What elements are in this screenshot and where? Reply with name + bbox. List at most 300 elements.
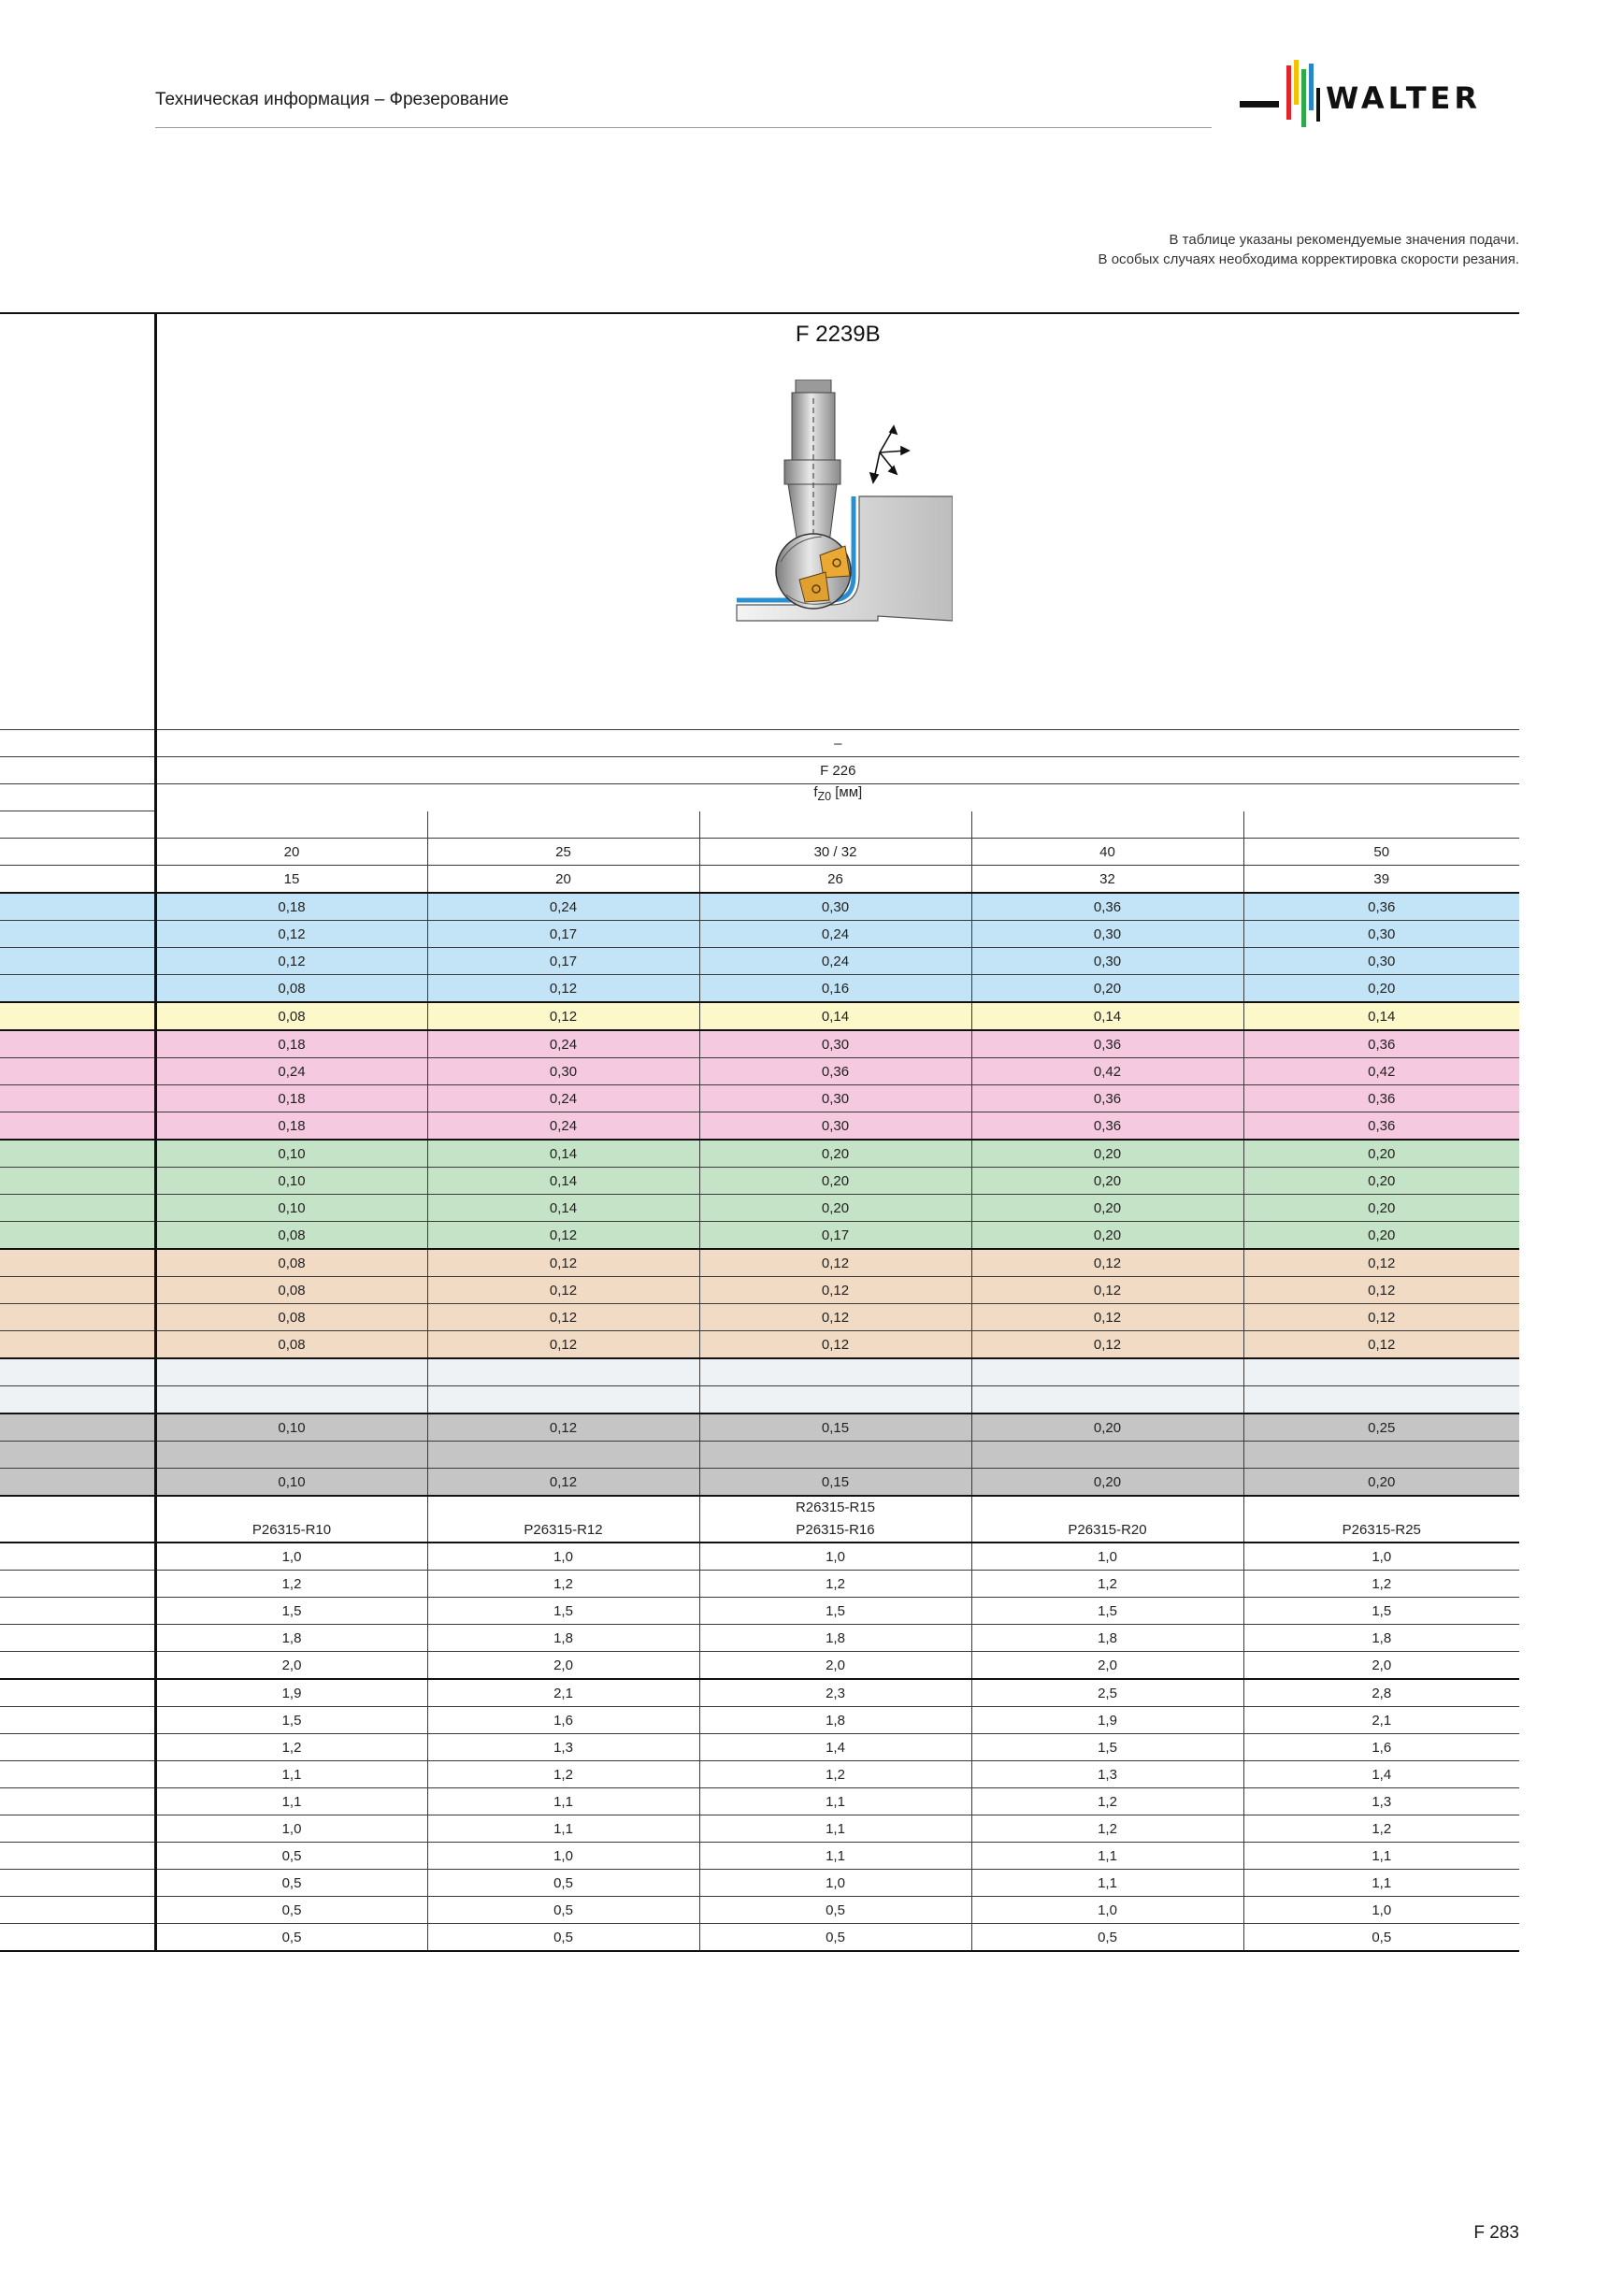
fz-symbol: f <box>813 784 818 800</box>
label-cell <box>0 1304 155 1331</box>
value-cell: 0,12 <box>971 1277 1243 1304</box>
value-cell: 0,08 <box>155 1222 427 1250</box>
insert-cell <box>971 1496 1243 1543</box>
factor-row <box>0 1571 1519 1598</box>
value-cell: 20 <box>155 839 427 866</box>
value-cell: 1,8 <box>699 1707 971 1734</box>
value-cell: 0,24 <box>155 1058 427 1085</box>
value-cell: 0,24 <box>427 1085 699 1112</box>
value-cell: 2,0 <box>427 1652 699 1680</box>
value-cell <box>699 1358 971 1386</box>
value-cell: 0,10 <box>155 1469 427 1497</box>
value-cell: 0,14 <box>699 1002 971 1030</box>
value-cell: 0,08 <box>155 1249 427 1277</box>
value-cell <box>1243 1442 1519 1469</box>
insert-cell <box>155 1496 427 1543</box>
value-cell: 30 / 32 <box>699 839 971 866</box>
value-cell <box>155 1442 427 1469</box>
factor-row <box>0 1897 1519 1924</box>
feed-row <box>0 1030 1519 1058</box>
value-cell: 0,10 <box>155 1168 427 1195</box>
value-cell: 1,5 <box>155 1598 427 1625</box>
value-cell: 0,36 <box>971 893 1243 921</box>
feed-row <box>0 975 1519 1003</box>
label-cell <box>0 893 155 921</box>
value-cell: 1,1 <box>427 1815 699 1843</box>
value-cell: 1,8 <box>427 1625 699 1652</box>
factor-row <box>0 1707 1519 1734</box>
label-cell <box>0 1386 155 1414</box>
value-cell <box>427 1358 699 1386</box>
feed-row <box>0 1249 1519 1277</box>
value-cell: 1,0 <box>1243 1897 1519 1924</box>
label-cell <box>0 1195 155 1222</box>
value-cell: 0,12 <box>1243 1249 1519 1277</box>
label-cell <box>0 948 155 975</box>
label-cell <box>0 1870 155 1897</box>
value-cell: 0,14 <box>427 1168 699 1195</box>
tool-name: F 2239B <box>795 322 881 347</box>
value-cell <box>1243 1386 1519 1414</box>
value-cell: 0,10 <box>155 1195 427 1222</box>
feed-note <box>1099 230 1519 269</box>
value-cell: 0,20 <box>1243 1140 1519 1168</box>
empty-cell <box>971 811 1243 839</box>
value-cell: 0,20 <box>699 1168 971 1195</box>
value-cell: 0,20 <box>1243 1195 1519 1222</box>
label-cell <box>0 975 155 1003</box>
diameter-row <box>0 839 1519 866</box>
label-cell <box>0 1625 155 1652</box>
value-cell: 1,1 <box>699 1815 971 1843</box>
label-cell <box>0 921 155 948</box>
value-cell: 0,20 <box>699 1195 971 1222</box>
value-cell: 1,2 <box>427 1571 699 1598</box>
value-cell: 0,10 <box>155 1140 427 1168</box>
tool-header-cell <box>155 313 1519 730</box>
value-cell: 2,0 <box>1243 1652 1519 1680</box>
value-cell: 1,5 <box>155 1707 427 1734</box>
value-cell: 1,3 <box>1243 1788 1519 1815</box>
section-title: Техническая информация – Фрезерование <box>155 90 510 109</box>
value-cell: 0,20 <box>971 1140 1243 1168</box>
value-cell: 0,36 <box>1243 893 1519 921</box>
feed-row <box>0 1002 1519 1030</box>
value-cell: 0,20 <box>699 1140 971 1168</box>
label-cell <box>0 1734 155 1761</box>
value-cell: 0,30 <box>699 1030 971 1058</box>
feed-row <box>0 893 1519 921</box>
value-cell: 0,10 <box>155 1413 427 1442</box>
value-cell: 0,36 <box>1243 1112 1519 1141</box>
label-cell <box>0 811 155 839</box>
empty-cell <box>427 811 699 839</box>
value-cell: 1,0 <box>1243 1543 1519 1571</box>
label-cell <box>0 1112 155 1141</box>
value-cell <box>971 1358 1243 1386</box>
dash-cell: – <box>155 730 1519 757</box>
fz-row <box>0 784 1519 811</box>
value-cell: 1,5 <box>971 1598 1243 1625</box>
value-cell: 0,08 <box>155 975 427 1003</box>
value-cell: 2,0 <box>971 1652 1243 1680</box>
value-cell: 0,17 <box>427 948 699 975</box>
value-cell: 1,1 <box>971 1870 1243 1897</box>
value-cell: 0,14 <box>427 1195 699 1222</box>
value-cell: 0,12 <box>1243 1304 1519 1331</box>
value-cell: 20 <box>427 866 699 894</box>
value-cell: 0,20 <box>971 1195 1243 1222</box>
value-cell: 1,2 <box>699 1761 971 1788</box>
value-cell: 0,18 <box>155 1085 427 1112</box>
insert-code: P26315-R10 <box>251 1522 332 1538</box>
fz-label-cell <box>155 784 1519 811</box>
value-cell: 0,30 <box>1243 948 1519 975</box>
value-cell: 0,12 <box>427 1331 699 1359</box>
value-cell: 1,2 <box>155 1734 427 1761</box>
label-cell <box>0 784 155 811</box>
value-cell: 0,5 <box>427 1924 699 1952</box>
value-cell: 0,42 <box>1243 1058 1519 1085</box>
value-cell: 1,1 <box>699 1788 971 1815</box>
label-cell <box>0 1815 155 1843</box>
label-cell <box>0 1442 155 1469</box>
feed-row <box>0 1222 1519 1250</box>
value-cell: 1,8 <box>699 1625 971 1652</box>
value-cell: 0,12 <box>699 1304 971 1331</box>
value-cell: 1,0 <box>699 1870 971 1897</box>
label-cell <box>0 1222 155 1250</box>
value-cell: 0,12 <box>971 1304 1243 1331</box>
value-cell: 0,30 <box>1243 921 1519 948</box>
value-cell: 0,12 <box>699 1249 971 1277</box>
feed-row <box>0 1442 1519 1469</box>
feed-row <box>0 921 1519 948</box>
value-cell: 0,5 <box>155 1897 427 1924</box>
label-cell <box>0 1002 155 1030</box>
value-cell: 0,12 <box>699 1331 971 1359</box>
label-cell <box>0 1168 155 1195</box>
value-cell: 1,0 <box>155 1543 427 1571</box>
value-cell: 1,9 <box>971 1707 1243 1734</box>
empty-header-row <box>0 811 1519 839</box>
value-cell: 0,08 <box>155 1277 427 1304</box>
empty-cell <box>699 811 971 839</box>
value-cell: 1,2 <box>699 1571 971 1598</box>
value-cell: 1,0 <box>155 1815 427 1843</box>
value-cell: 0,5 <box>427 1870 699 1897</box>
value-cell: 0,12 <box>427 1304 699 1331</box>
insert-cell <box>699 1496 971 1543</box>
note-line-1: В таблице указаны рекомендуемые значения подачи. <box>1169 232 1519 248</box>
insert-code: P26315-R12 <box>524 1522 603 1538</box>
value-cell: 0,36 <box>1243 1030 1519 1058</box>
feed-row <box>0 1140 1519 1168</box>
dash-row <box>0 730 1519 757</box>
feed-row <box>0 1358 1519 1386</box>
insert-code: P26315-R16 <box>796 1522 875 1538</box>
f226-row <box>0 757 1519 784</box>
value-cell: 0,36 <box>699 1058 971 1085</box>
value-cell: 0,12 <box>427 1469 699 1497</box>
value-cell: 50 <box>1243 839 1519 866</box>
value-cell: 0,12 <box>427 1222 699 1250</box>
insert-row <box>0 1496 1519 1543</box>
value-cell: 0,36 <box>971 1112 1243 1141</box>
label-cell <box>0 1843 155 1870</box>
factor-row <box>0 1761 1519 1788</box>
insert-cell <box>1243 1496 1519 1543</box>
factor-row <box>0 1598 1519 1625</box>
value-cell: 0,18 <box>155 1112 427 1141</box>
value-cell: 0,18 <box>155 1030 427 1058</box>
value-cell: 0,12 <box>427 1277 699 1304</box>
value-cell: 32 <box>971 866 1243 894</box>
value-cell: 0,16 <box>699 975 971 1003</box>
value-cell: 0,08 <box>155 1331 427 1359</box>
f226-cell: F 226 <box>155 757 1519 784</box>
value-cell: 0,12 <box>971 1249 1243 1277</box>
value-cell <box>971 1386 1243 1414</box>
value-cell: 2,1 <box>1243 1707 1519 1734</box>
label-cell <box>0 1598 155 1625</box>
label-cell <box>0 1652 155 1680</box>
value-cell: 1,9 <box>155 1679 427 1707</box>
value-cell: 0,24 <box>427 1112 699 1141</box>
value-cell: 1,5 <box>427 1598 699 1625</box>
note-line-2: В особых случаях необходима корректировка скорости резания. <box>1098 251 1519 267</box>
factor-row <box>0 1843 1519 1870</box>
feed-row <box>0 1058 1519 1085</box>
value-cell: 0,30 <box>971 948 1243 975</box>
value-cell: 1,2 <box>155 1571 427 1598</box>
label-cell <box>0 1140 155 1168</box>
value-cell: 0,36 <box>971 1085 1243 1112</box>
label-cell <box>0 1707 155 1734</box>
label-cell <box>0 866 155 894</box>
label-cell <box>0 1571 155 1598</box>
value-cell: 0,5 <box>155 1843 427 1870</box>
factor-row <box>0 1625 1519 1652</box>
value-cell <box>155 1386 427 1414</box>
label-cell <box>0 1897 155 1924</box>
ball-nose-cutter-drawing <box>719 380 953 679</box>
value-cell: 1,0 <box>427 1543 699 1571</box>
value-cell: 1,8 <box>155 1625 427 1652</box>
value-cell: 1,5 <box>971 1734 1243 1761</box>
value-cell: 1,2 <box>971 1788 1243 1815</box>
value-cell: 2,8 <box>1243 1679 1519 1707</box>
value-cell: 15 <box>155 866 427 894</box>
insert-code: P26315-R20 <box>1068 1522 1147 1538</box>
factor-row <box>0 1870 1519 1897</box>
factor-row <box>0 1788 1519 1815</box>
label-cell <box>0 1788 155 1815</box>
value-cell: 0,12 <box>427 1002 699 1030</box>
value-cell: 0,15 <box>699 1469 971 1497</box>
feed-row <box>0 1413 1519 1442</box>
value-cell: 0,08 <box>155 1304 427 1331</box>
value-cell: 2,1 <box>427 1679 699 1707</box>
factor-row <box>0 1679 1519 1707</box>
value-cell <box>427 1442 699 1469</box>
feed-row <box>0 1168 1519 1195</box>
value-cell: 2,5 <box>971 1679 1243 1707</box>
value-cell: 40 <box>971 839 1243 866</box>
value-cell: 1,2 <box>971 1815 1243 1843</box>
value-cell: 0,18 <box>155 893 427 921</box>
value-cell: 1,6 <box>1243 1734 1519 1761</box>
value-cell: 0,5 <box>427 1897 699 1924</box>
value-cell: 2,0 <box>699 1652 971 1680</box>
feed-row <box>0 1112 1519 1141</box>
value-cell <box>971 1442 1243 1469</box>
label-cell <box>0 1469 155 1497</box>
label-cell <box>0 1496 155 1543</box>
value-cell: 0,12 <box>427 1413 699 1442</box>
empty-cell <box>1243 811 1519 839</box>
svg-text:WALTER: WALTER <box>1326 80 1482 116</box>
value-cell: 0,30 <box>427 1058 699 1085</box>
second-row <box>0 866 1519 894</box>
value-cell: 0,12 <box>1243 1277 1519 1304</box>
value-cell <box>699 1442 971 1469</box>
value-cell: 0,08 <box>155 1002 427 1030</box>
label-cell <box>0 1085 155 1112</box>
value-cell: 0,5 <box>699 1897 971 1924</box>
value-cell: 0,5 <box>699 1924 971 1952</box>
label-cell <box>0 1413 155 1442</box>
feed-table <box>0 312 1519 1952</box>
value-cell: 1,8 <box>1243 1625 1519 1652</box>
value-cell: 1,0 <box>971 1897 1243 1924</box>
value-cell: 0,14 <box>1243 1002 1519 1030</box>
label-column <box>0 313 155 730</box>
value-cell: 0,12 <box>155 921 427 948</box>
value-cell: 1,2 <box>971 1571 1243 1598</box>
label-cell <box>0 1358 155 1386</box>
value-cell: 0,36 <box>1243 1085 1519 1112</box>
value-cell <box>427 1386 699 1414</box>
factor-row <box>0 1543 1519 1571</box>
value-cell: 1,4 <box>699 1734 971 1761</box>
label-cell <box>0 1543 155 1571</box>
walter-logo <box>1240 60 1520 135</box>
value-cell: 0,20 <box>1243 1222 1519 1250</box>
feed-row <box>0 948 1519 975</box>
value-cell: 0,20 <box>1243 1168 1519 1195</box>
feed-row <box>0 1277 1519 1304</box>
value-cell: 0,36 <box>971 1030 1243 1058</box>
value-cell: 0,12 <box>155 948 427 975</box>
value-cell: 1,4 <box>1243 1761 1519 1788</box>
value-cell: 0,20 <box>971 1413 1243 1442</box>
value-cell <box>699 1386 971 1414</box>
value-cell: 26 <box>699 866 971 894</box>
value-cell: 0,20 <box>971 1168 1243 1195</box>
value-cell: 0,14 <box>971 1002 1243 1030</box>
value-cell: 0,17 <box>427 921 699 948</box>
value-cell: 1,2 <box>427 1761 699 1788</box>
insert-cell <box>427 1496 699 1543</box>
value-cell: 1,1 <box>155 1761 427 1788</box>
empty-cell <box>155 811 427 839</box>
label-cell <box>0 1761 155 1788</box>
label-cell <box>0 1277 155 1304</box>
value-cell: 0,30 <box>971 921 1243 948</box>
value-cell: 1,3 <box>971 1761 1243 1788</box>
header-rule <box>155 127 1212 128</box>
value-cell: 0,5 <box>155 1924 427 1952</box>
value-cell: 0,24 <box>427 893 699 921</box>
value-cell: 0,12 <box>699 1277 971 1304</box>
label-cell <box>0 757 155 784</box>
value-cell: 0,20 <box>971 1469 1243 1497</box>
value-cell: 1,0 <box>699 1543 971 1571</box>
value-cell: 2,3 <box>699 1679 971 1707</box>
factor-row <box>0 1924 1519 1952</box>
value-cell: 0,15 <box>699 1413 971 1442</box>
label-cell <box>0 1679 155 1707</box>
value-cell: 1,6 <box>427 1707 699 1734</box>
fz-subscript: Z0 <box>817 790 832 803</box>
value-cell: 1,0 <box>971 1543 1243 1571</box>
value-cell: 1,3 <box>427 1734 699 1761</box>
value-cell: 1,1 <box>971 1843 1243 1870</box>
value-cell <box>1243 1358 1519 1386</box>
factor-row <box>0 1652 1519 1680</box>
value-cell: 1,5 <box>699 1598 971 1625</box>
label-cell <box>0 839 155 866</box>
value-cell: 1,0 <box>427 1843 699 1870</box>
value-cell: 0,24 <box>427 1030 699 1058</box>
value-cell: 0,30 <box>699 1112 971 1141</box>
value-cell: 1,5 <box>1243 1598 1519 1625</box>
page-number: F 283 <box>1473 2223 1519 2243</box>
value-cell: 0,12 <box>427 1249 699 1277</box>
value-cell: 0,5 <box>971 1924 1243 1952</box>
value-cell: 0,5 <box>155 1870 427 1897</box>
value-cell: 25 <box>427 839 699 866</box>
value-cell: 0,24 <box>699 921 971 948</box>
feed-row <box>0 1195 1519 1222</box>
feed-row <box>0 1304 1519 1331</box>
feed-row <box>0 1386 1519 1414</box>
value-cell: 0,20 <box>971 1222 1243 1250</box>
value-cell: 1,8 <box>971 1625 1243 1652</box>
value-cell: 0,30 <box>699 893 971 921</box>
value-cell: 0,14 <box>427 1140 699 1168</box>
feed-row <box>0 1469 1519 1497</box>
label-cell <box>0 1331 155 1359</box>
label-cell <box>0 1058 155 1085</box>
value-cell: 1,2 <box>1243 1571 1519 1598</box>
value-cell <box>155 1358 427 1386</box>
value-cell: 0,20 <box>971 975 1243 1003</box>
value-cell: 0,12 <box>427 975 699 1003</box>
value-cell: 0,12 <box>1243 1331 1519 1359</box>
feed-row <box>0 1331 1519 1359</box>
value-cell: 0,42 <box>971 1058 1243 1085</box>
value-cell: 1,1 <box>1243 1843 1519 1870</box>
fz-unit: [мм] <box>831 784 863 800</box>
insert-code: R26315-R15 <box>795 1500 876 1515</box>
feed-row <box>0 1085 1519 1112</box>
label-cell <box>0 1030 155 1058</box>
value-cell: 1,1 <box>699 1843 971 1870</box>
insert-code: P26315-R25 <box>1342 1522 1421 1538</box>
value-cell: 0,20 <box>1243 1469 1519 1497</box>
